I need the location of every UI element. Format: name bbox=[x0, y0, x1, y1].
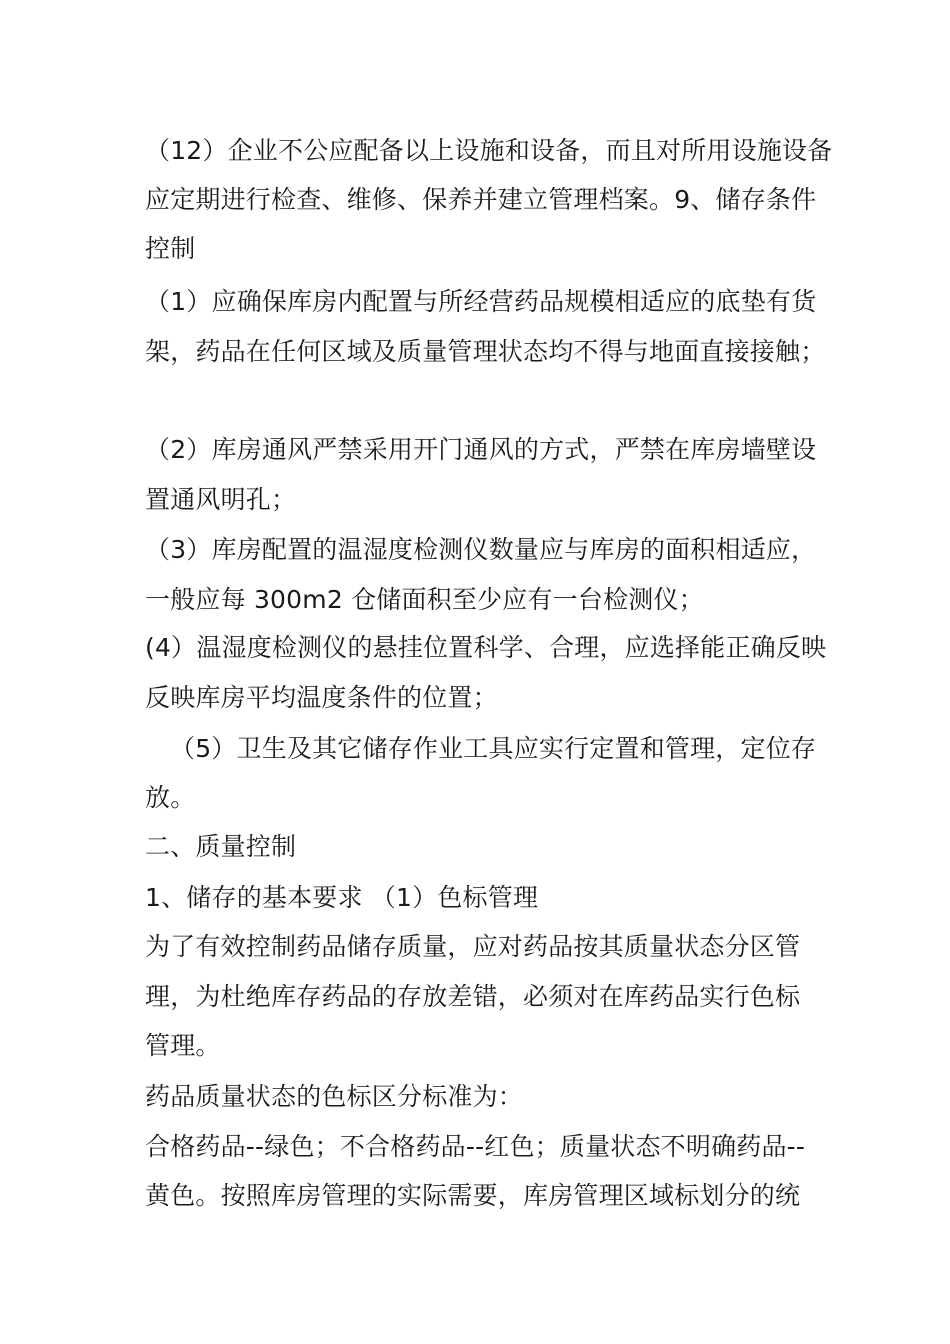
text-line-16: 为了有效控制药品储存质量，应对药品按其质量状态分区管 bbox=[145, 932, 801, 961]
text-line-3: 控制 bbox=[145, 234, 196, 263]
subsection-heading: 1、储存的基本要求 （1）色标管理 bbox=[145, 883, 539, 912]
text-line-2: 应定期进行检查、维修、保养并建立管理档案。9、储存条件 bbox=[145, 185, 817, 214]
text-line-17: 理，为杜绝库存药品的存放差错，必须对在库药品实行色标 bbox=[145, 982, 801, 1011]
text-line-18: 管理。 bbox=[145, 1031, 221, 1060]
text-line-11: 反映库房平均温度条件的位置； bbox=[145, 683, 498, 712]
text-line-10: (4）温湿度检测仪的悬挂位置科学、合理，应选择能正确反映 bbox=[145, 633, 827, 662]
section-heading: 二、质量控制 bbox=[145, 832, 297, 861]
text-line-12: （5）卫生及其它储存作业工具应实行定置和管理，定位存 bbox=[170, 734, 817, 763]
text-line-20: 合格药品--绿色；不合格药品--红色；质量状态不明确药品-- bbox=[145, 1132, 806, 1161]
text-line-4: （1）应确保库房内配置与所经营药品规模相适应的底垫有货 bbox=[145, 287, 817, 316]
text-line-1: （12）企业不公应配备以上设施和设备，而且对所用设施设备 bbox=[145, 136, 833, 165]
text-line-21: 黄色。按照库房管理的实际需要，库房管理区域标划分的统 bbox=[145, 1181, 801, 1210]
text-line-19: 药品质量状态的色标区分标准为： bbox=[145, 1082, 524, 1111]
text-line-9: 一般应每 300m2 仓储面积至少应有一台检测仪； bbox=[145, 585, 704, 614]
text-line-13: 放。 bbox=[145, 783, 196, 812]
text-line-5: 架，药品在任何区域及质量管理状态均不得与地面直接接触； bbox=[145, 337, 826, 366]
text-line-8: （3）库房配置的温湿度检测仪数量应与库房的面积相适应， bbox=[145, 535, 817, 564]
text-line-6: （2）库房通风严禁采用开门通风的方式，严禁在库房墙壁设 bbox=[145, 435, 817, 464]
text-line-7: 置通风明孔； bbox=[145, 485, 297, 514]
